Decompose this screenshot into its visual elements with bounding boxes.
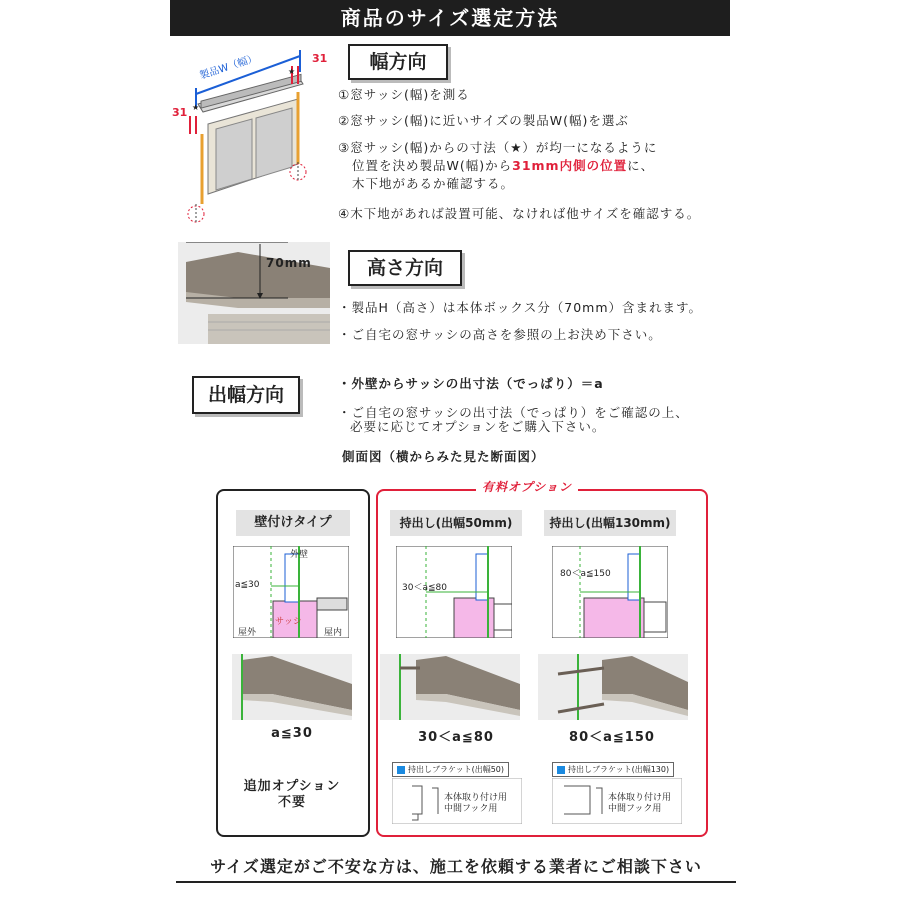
depth-heading: 出幅方向 [192, 376, 300, 414]
wall-type-label: 壁付けタイプ [236, 510, 350, 536]
bracket130-tag [552, 762, 674, 777]
blue-square-icon [557, 766, 565, 774]
bracket50-photo [380, 654, 520, 720]
width-step-1: ①窓サッシ(幅)を測る [338, 87, 470, 102]
bracket50-label: 持出し(出幅50mm) [390, 510, 522, 536]
width-step-3b-text: 位置を決め製品W(幅)から [352, 158, 513, 173]
width-step-2: ②窓サッシ(幅)に近いサイズの製品W(幅)を選ぶ [338, 113, 629, 128]
product-width-label: 製品W（幅） [198, 52, 259, 82]
svg-text:★: ★ [192, 103, 200, 112]
width-heading: 幅方向 [348, 44, 448, 80]
page-title: 商品のサイズ選定方法 [170, 0, 730, 36]
wall-inside-label: 屋内 [324, 628, 343, 638]
dim-31-right: 31 [312, 52, 328, 65]
svg-text:★: ★ [288, 67, 296, 76]
bracket130-photo [538, 654, 688, 720]
width-step-3b-highlight: 31mm内側の位置 [512, 158, 628, 173]
bracket50-tag [392, 762, 509, 777]
width-step-4: ④木下地があれば設置可能、なければ他サイズを確認する。 [338, 206, 701, 221]
footer-note: サイズ選定がご不安な方は、施工を依頼する業者にご相談下さい [176, 854, 736, 883]
height-dim-label: 70mm [266, 256, 312, 270]
width-step-3c: 木下地があるか確認する。 [352, 176, 515, 191]
depth-note-1: ・外壁からサッシの出寸法（でっぱり）＝a [338, 376, 604, 391]
paid-option-title: 有料オプション [476, 478, 578, 495]
wall-extra-line1: 追加オプション [243, 779, 341, 794]
blue-square-icon [397, 766, 405, 774]
bracket130-desc1: 本体取り付け用 [608, 793, 672, 803]
bracket50-a-label: 30＜a≦80 [402, 583, 447, 593]
width-step-3b [352, 157, 654, 175]
height-heading: 高さ方向 [348, 250, 462, 286]
bracket50-desc2: 中間フック用 [444, 804, 498, 814]
height-note-2: ・ご自宅の窓サッシの高さを参照の上お決め下さい。 [338, 327, 662, 342]
wall-type-photo [232, 654, 352, 720]
wall-outer-wall-label: 外壁 [290, 550, 309, 560]
wall-extra-line2: 不要 [277, 795, 306, 810]
side-view-caption: 側面図（横からみた見た断面図） [342, 449, 545, 464]
depth-note-2b: 必要に応じてオプションをご購入下さい。 [350, 419, 606, 434]
width-step-3b-tail: に、 [627, 158, 655, 173]
bracket50-tag-text: 持出しブラケット(出幅50) [408, 765, 505, 774]
bracket130-label: 持出し(出幅130mm) [544, 510, 676, 536]
bracket130-a-label: 80＜a≦150 [560, 569, 611, 579]
bracket130-formula: 80＜a≦150 [569, 730, 655, 745]
width-step-3: ③窓サッシ(幅)からの寸法（★）が均一になるように [338, 140, 658, 155]
bracket130-desc2: 中間フック用 [608, 804, 662, 814]
width-diagram [168, 44, 338, 234]
dim-31-left: 31 [172, 106, 188, 119]
wall-a-label: a≦30 [235, 580, 260, 590]
bracket50-desc1: 本体取り付け用 [444, 793, 508, 803]
height-note-1: ・製品H（高さ）は本体ボックス分（70mm）含まれます。 [338, 300, 703, 315]
bracket130-diagram [552, 546, 668, 638]
wall-formula: a≦30 [271, 726, 313, 741]
bracket130-tag-text: 持出しブラケット(出幅130) [568, 765, 670, 774]
wall-outside-label: 屋外 [238, 628, 257, 638]
bracket50-formula: 30＜a≦80 [418, 730, 494, 745]
wall-sash-label: サッシ [275, 617, 302, 627]
depth-note-2a: ・ご自宅の窓サッシの出寸法（でっぱり）をご確認の上、 [338, 405, 689, 420]
